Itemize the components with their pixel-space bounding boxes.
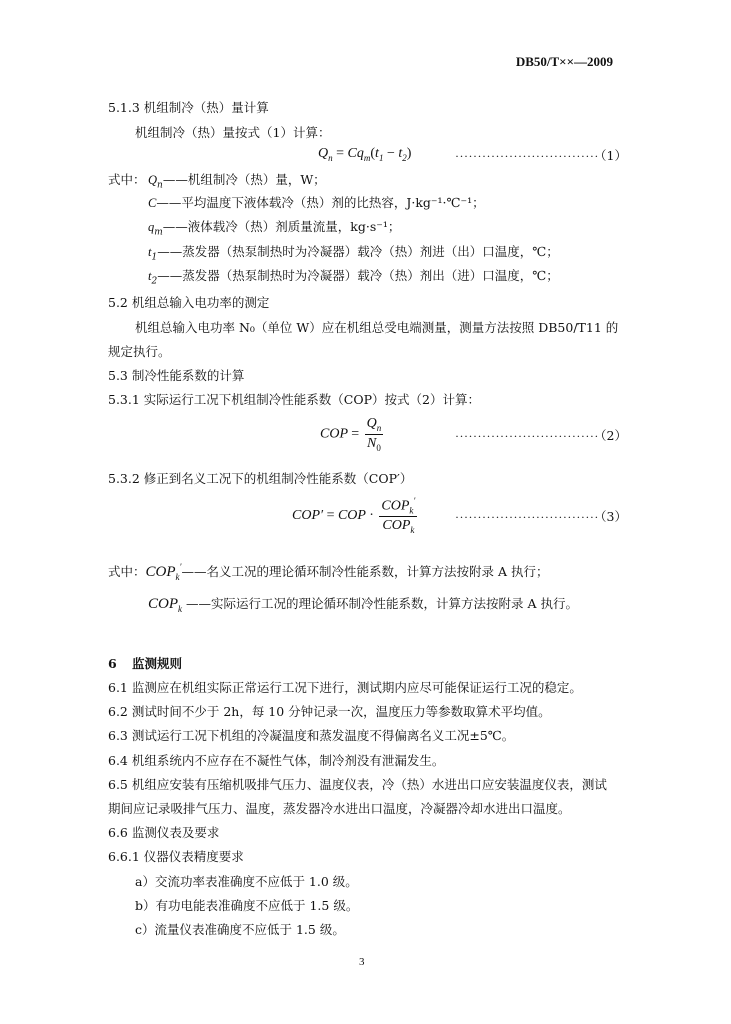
var-symbol: q bbox=[148, 220, 155, 234]
list-item: c）流量仪表准确度不应低于 1.5 级。 bbox=[135, 922, 345, 937]
page-number: 3 bbox=[359, 956, 365, 968]
where-prefix-label: 式中： bbox=[108, 564, 146, 579]
var-description: 液体载冷（热）剂质量流量，kg·s⁻¹； bbox=[187, 219, 401, 234]
rule-item-6-5-line-2: 期间应记录吸排气压力、温度，蒸发器冷水进出口温度，冷凝器冷却水进出口温度。 bbox=[108, 801, 571, 816]
section-5-2-heading: 5.2 机组总输入电功率的测定 bbox=[108, 295, 270, 310]
section-6-6-1: 6.6.1 仪器仪表精度要求 bbox=[108, 849, 244, 864]
var-description: ——名义工况的理论循环制冷性能系数，计算方法按附录 A 执行； bbox=[181, 564, 549, 579]
section-5-2-line-2: 规定执行。 bbox=[108, 344, 171, 359]
var-subscript: n bbox=[157, 180, 163, 191]
var-description: 平均温度下液体载冷（热）剂的比热容，J·kg⁻¹·℃⁻¹； bbox=[181, 195, 485, 210]
section-6-number: 6 bbox=[108, 656, 117, 671]
var-dash: —— bbox=[156, 195, 182, 210]
var-subscript: 2 bbox=[151, 276, 158, 287]
section-6-heading: 监测规则 bbox=[132, 656, 183, 671]
where-prefix-1: 式中： bbox=[108, 172, 146, 187]
var-subscript: 1 bbox=[151, 252, 158, 263]
rule-item: 6.4 机组系统内不应存在不凝性气体，制冷剂没有泄漏发生。 bbox=[108, 753, 445, 768]
var-description: 蒸发器（热泵制热时为冷凝器）载冷（热）剂进（出）口温度，℃； bbox=[182, 244, 559, 259]
equation-1-number: （1） bbox=[594, 148, 627, 163]
list-item: a）交流功率表准确度不应低于 1.0 级。 bbox=[135, 874, 358, 889]
document-code: DB50/T××—2009 bbox=[515, 54, 613, 69]
var-symbol: Q bbox=[148, 173, 158, 187]
equation-1: $Q_n = Cq_m(t_1 - t_2)$ bbox=[318, 146, 412, 163]
section-5-3-1: 5.3.1 实际运行工况下机组制冷性能系数（COP）按式（2）计算： bbox=[108, 392, 480, 407]
section-5-2-line-1: 机组总输入电功率 N₀（单位 W）应在机组总受电端测量，测量方法按照 DB50/T11 的 bbox=[135, 320, 619, 335]
section-5-1-3-intro: 机组制冷（热）量按式（1）计算： bbox=[135, 125, 331, 140]
section-5-3-2: 5.3.2 修正到名义工况下的机组制冷性能系数（COP′） bbox=[108, 471, 413, 486]
var-dash: —— bbox=[162, 172, 188, 187]
var-dash: —— bbox=[157, 244, 183, 259]
var-dash: —— bbox=[157, 268, 183, 283]
rule-item: 6.1 监测应在机组实际正常运行工况下进行，测试期内应尽可能保证运行工况的稳定。 bbox=[108, 680, 582, 695]
var-row bbox=[148, 172, 326, 194]
var-description: 机组制冷（热）量，W； bbox=[187, 172, 326, 187]
section-5-3-heading: 5.3 制冷性能系数的计算 bbox=[108, 368, 245, 383]
section-6-6: 6.6 监测仪表及要求 bbox=[108, 825, 220, 840]
var-dash: —— bbox=[162, 219, 188, 234]
var-row bbox=[148, 268, 559, 290]
var-row bbox=[148, 244, 559, 266]
var-description: ——实际运行工况的理论循环制冷性能系数，计算方法按附录 A 执行。 bbox=[185, 596, 578, 611]
equation-1-leader: ································ bbox=[455, 149, 599, 163]
var-symbol: C bbox=[148, 196, 157, 210]
list-item: b）有功电能表准确度不应低于 1.5 级。 bbox=[135, 898, 359, 913]
var-row bbox=[148, 195, 485, 211]
equation-2: COP = $\frac{Q_n}{N_0}$ bbox=[320, 416, 382, 453]
var-row: $COP_k$ ——实际运行工况的理论循环制冷性能系数，计算方法按附录 A 执行。 bbox=[148, 596, 578, 614]
var-row bbox=[148, 219, 400, 241]
rule-item: 6.3 测试运行工况下机组的冷凝温度和蒸发温度不得偏离名义工况±5℃。 bbox=[108, 728, 515, 743]
equation-2-number: （2） bbox=[594, 428, 627, 443]
var-symbol: t bbox=[148, 245, 152, 259]
var-description: 蒸发器（热泵制热时为冷凝器）载冷（热）剂出（进）口温度，℃； bbox=[182, 268, 559, 283]
equation-3-number: （3） bbox=[594, 509, 627, 524]
var-subscript: m bbox=[154, 227, 163, 238]
rule-item: 6.2 测试时间不少于 2h，每 10 分钟记录一次，温度压力等参数取算术平均值。 bbox=[108, 704, 551, 719]
var-symbol: t bbox=[148, 269, 152, 283]
rule-item-6-5-line-1: 6.5 机组应安装有压缩机吸排气压力、温度仪表，冷（热）水进出口应安装温度仪表，测试 bbox=[108, 777, 607, 792]
equation-3: COP′ = COP · $\frac{COP_k'}{COP_k}$ bbox=[292, 496, 416, 536]
equation-3-leader: ································ bbox=[455, 510, 599, 524]
section-5-1-3-heading: 5.1.3 机组制冷（热）量计算 bbox=[108, 100, 269, 115]
where-prefix-2: 式中：$COP_k'——$名义工况的理论循环制冷性能系数，计算方法按附录 A 执行； bbox=[108, 562, 549, 582]
equation-2-leader: ································ bbox=[455, 429, 599, 443]
